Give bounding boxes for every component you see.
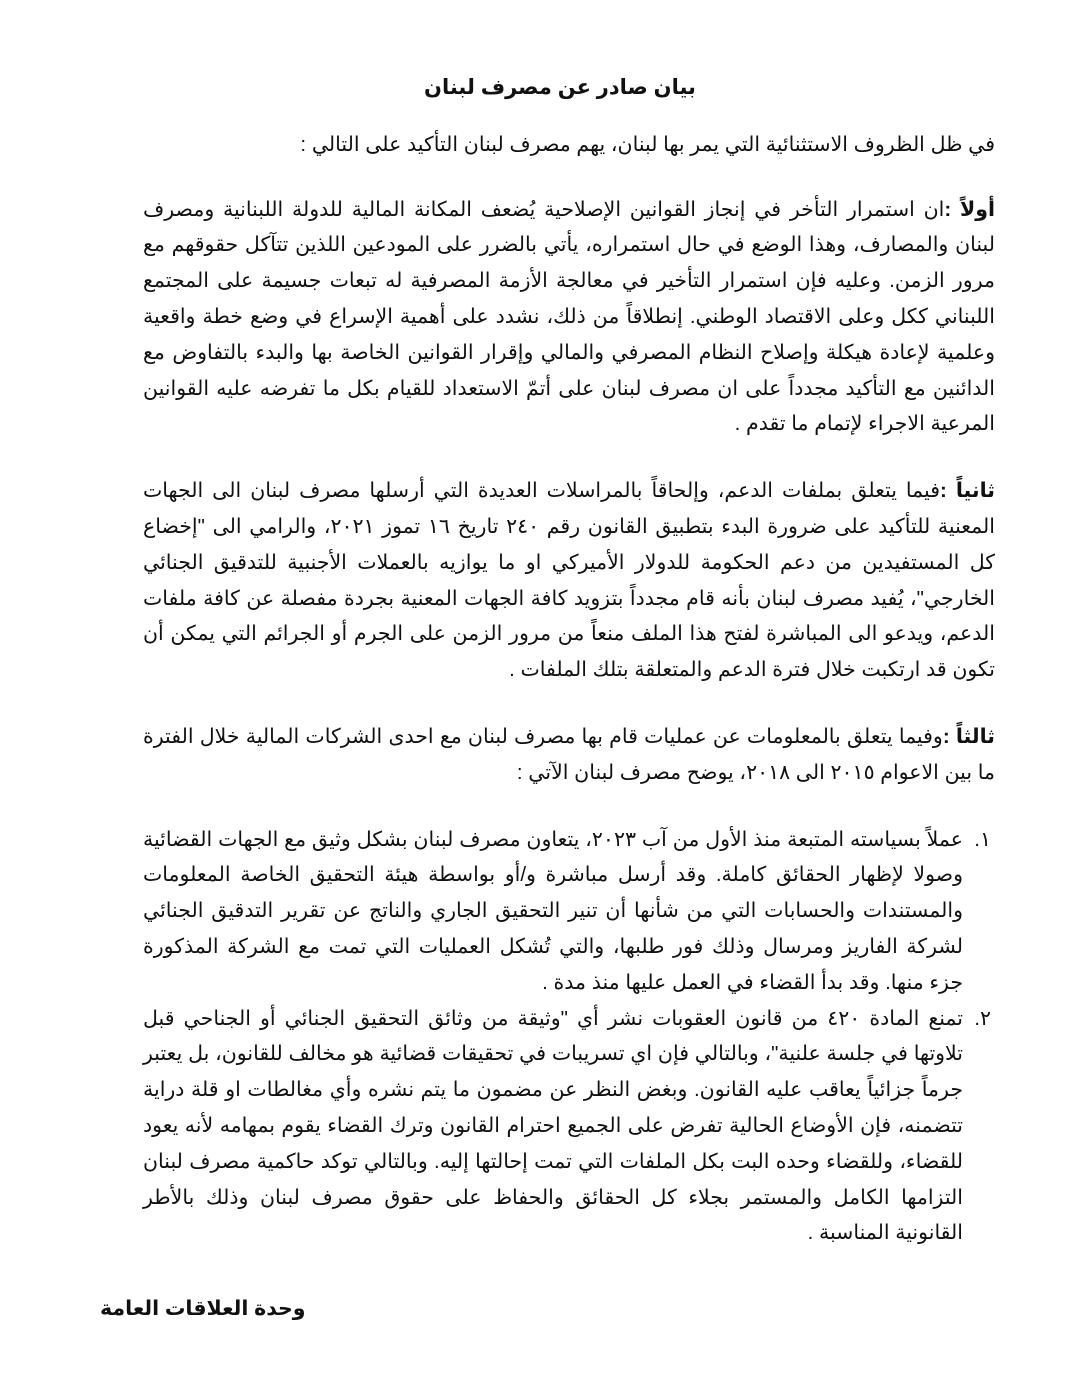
list-item-text: عملاً بسياسته المتبعة منذ الأول من آب ٢٠٢٣، يتعاون مصرف لبنان بشكل وثيق مع الجهات القضائية وصولا لإظهار الحقائق كاملة. وقد أرسل مباشرة و/أو بواسطة هيئة التحقيق الخاصة المعلومات والمستندات والحسابات التي من شأنها أن تنير التحقيق الجاري والناتج عن تقرير التدقيق الجنائي لشركة الفاريز ومرسال وذلك فور طلبها، والتي تُشكل العمليات التي تمت مع الشركة المذكورة جزء منها. وقد بدأ القضاء في العمل عليها منذ مدة . [143,827,963,994]
list-item-number: ٢. [974,1006,991,1030]
list-item [95,822,995,1001]
document-title: بيان صادر عن مصرف لبنان [424,76,696,99]
section-first [95,192,995,443]
section-second-label: ثانياً : [940,479,995,503]
section-second [95,473,995,688]
section-third-label: ثالثاً : [942,724,995,748]
statement-document [95,70,995,1327]
list-item-text: تمنع المادة ٤٢٠ من قانون العقوبات نشر أي "وثيقة من وثائق التحقيق الجنائي أو الجناحي قبل تلاوتها في جلسة علنية"، وبالتالي فإن اي تسريبات في تحقيقات قضائية هو مخالف للقانون، بل يعتبر جرماً جزائياً يعاقب عليه القانون. وبغض النظر عن مضمون ما يتم نشره وأي مغالطات او قلة دراية تتضمنه، فإن الأوضاع الحالية تفرض على الجميع احترام القانون وترك القضاء يقوم بمهامه لأنه يعود للقضاء، وللقضاء وحده البت بكل الملفات التي تمت إحالتها إليه. وبالتالي توكد حاكمية مصرف لبنان التزامها الكامل والمستمر بجلاء كل الحقائق والحفاظ على حقوق مصرف لبنان وذلك بالأطر القانونية المناسبة . [143,1006,963,1245]
section-first-label: أولاً : [944,197,995,221]
section-third [95,719,995,791]
list-item-number: ١. [974,827,991,851]
signature-block [95,1291,995,1327]
section-first-text: ان استمرار التأخر في إنجاز القوانين الإصلاحية يُضعف المكانة المالية للدولة اللبنانية ومصرف لبنان والمصارف، وهذا الوضع في حال استمراره، يأتي بالضرر على المودعين اللذين تتآكل حقوقهم مع مرور الزمن. وعليه فإن استمرار التأخير في معالجة الأزمة المصرفية له تبعات جسيمة على المجتمع اللبناني ككل وعلى الاقتصاد الوطني. إنطلاقاً من ذلك، نشدد على أهمية الإسراع في وضع خطة واقعية وعلمية لإعادة هيكلة وإصلاح النظام المصرفي والمالي وإقرار القوانين الخاصة بها والبدء بالتفاوض مع الدائنين مع التأكيد مجدداً على ان مصرف لبنان على أتمّ الاستعداد للقيام بكل ما تفرضه عليه القوانين المرعية الاجراء لإتمام ما تقدم . [143,197,995,436]
section-third-text: وفيما يتعلق بالمعلومات عن عمليات قام بها مصرف لبنان مع احدى الشركات المالية خلال الفترة ما بين الاعوام ٢٠١٥ الى ٢٠١٨، يوضح مصرف لبنان الآتي : [143,724,995,784]
section-second-text: فيما يتعلق بملفات الدعم، وإلحاقاً بالمراسلات العديدة التي أرسلها مصرف لبنان الى الجهات المعنية للتأكيد على ضرورة البدء بتطبيق القانون رقم ٢٤٠ تاريخ ١٦ تموز ٢٠٢١، والرامي الى "إخضاع كل المستفيدين من دعم الحكومة للدولار الأميركي او ما يوازيه بالعملات الأجنبية للتدقيق الجنائي الخارجي"، يُفيد مصرف لبنان بأنه قام مجدداً بتزويد كافة الجهات المعنية بجردة مفصلة عن كافة ملفات الدعم، ويدعو الى المباشرة لفتح هذا الملف منعاً من مرور الزمن على الجرم أو الجرائم التي يمكن أن تكون قد ارتكبت خلال فترة الدعم والمتعلقة بتلك الملفات . [143,479,995,682]
numbered-list [95,822,995,1252]
list-item [95,1001,995,1252]
intro-paragraph: في ظل الظروف الاستثنائية التي يمر بها لبنان، يهم مصرف لبنان التأكيد على التالي : [300,132,995,156]
signature: وحدة العلاقات العامة [100,1297,306,1321]
